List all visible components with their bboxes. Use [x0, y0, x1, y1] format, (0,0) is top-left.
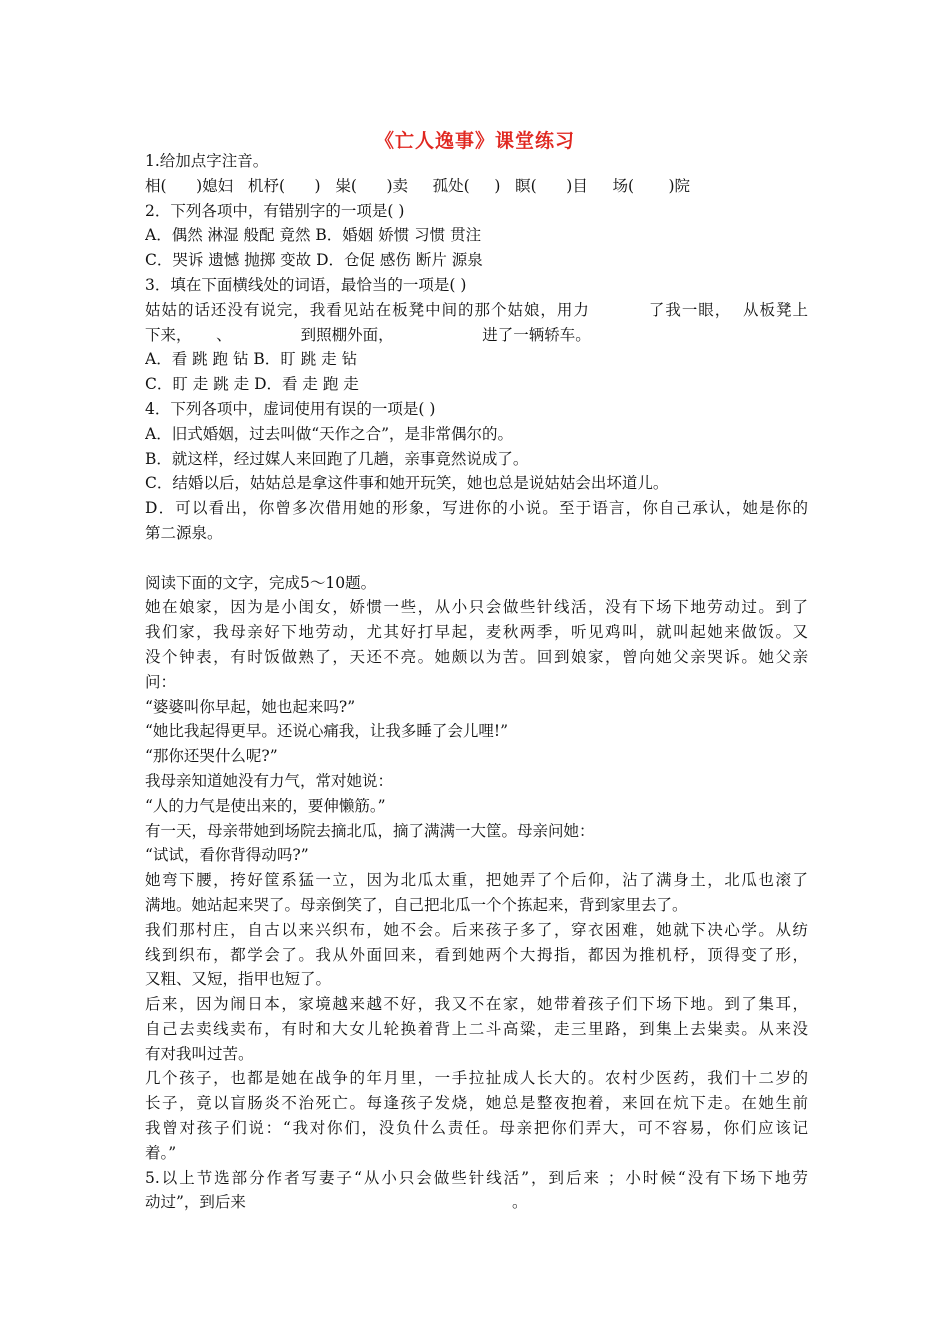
text-line: 她弯下腰，挎好筐系猛一立，因为北瓜太重，把她弄了个后仰，沾了满身土，北瓜也滚了 — [145, 871, 808, 890]
text-line: 4．下列各项中，虚词使用有误的一项是( ) — [145, 399, 436, 418]
text-line: 长子，竟以盲肠炎不治死亡。每逢孩子发烧，她总是整夜抱着，来回在炕下走。在她生前 — [145, 1094, 808, 1113]
text-line: 动过”，到后来 。 — [145, 1193, 528, 1212]
text-line: 姑姑的话还没有说完，我看见站在板凳中间的那个姑娘，用力 了我一眼， 从板凳上 — [145, 300, 808, 319]
text-line: 有一天，母亲带她到场院去摘北瓜，摘了满满一大筐。母亲问她： — [145, 821, 595, 840]
text-line: 相( )媳妇 机杼( ) 粜( )卖 孤处( ) 瞑( )目 场( )院 — [145, 176, 691, 195]
text-line: “人的力气是使出来的，要伸懒筋。” — [145, 796, 386, 815]
text-line: 第二源泉。 — [145, 523, 223, 542]
text-line: B．就这样，经过媒人来回跑了几趟，亲事竟然说成了。 — [145, 449, 529, 468]
text-line: 我母亲知道她没有力气，常对她说： — [145, 771, 394, 790]
text-line: A．看 跳 跑 钻 B．盯 跳 走 钻 — [145, 350, 358, 369]
text-line: C．盯 走 跳 走 D．看 走 跑 走 — [145, 375, 359, 394]
text-line: A．偶然 淋湿 般配 竟然 B．婚姻 娇惯 习惯 贯注 — [145, 226, 482, 245]
text-line: A．旧式婚姻，过去叫做“天作之合”，是非常偶尔的。 — [145, 424, 514, 443]
text-line: 她在娘家，因为是小闺女，娇惯一些，从小只会做些针线活，没有下场下地劳动过。到了 — [145, 598, 808, 617]
text-line: 着。” — [145, 1143, 177, 1162]
text-line: D．可以看出，你曾多次借用她的形象，写进你的小说。至于语言，你自己承认，她是你的 — [145, 499, 808, 518]
text-line: “婆婆叫你早起，她也起来吗?” — [145, 697, 356, 716]
text-line: 满地。她站起来哭了。母亲倒笑了，自己把北瓜一个个拣起来，背到家里去了。 — [145, 895, 688, 914]
text-line: 自己去卖线卖布，有时和大女儿轮换着背上二斗高粱，走三里路，到集上去粜卖。从来没 — [145, 1019, 808, 1038]
document-body — [145, 149, 808, 1215]
text-line: C．哭诉 遗憾 抛掷 变故 D．仓促 感伤 断片 源泉 — [145, 251, 483, 270]
blank-line — [145, 546, 808, 571]
text-line: 我们那村庄，自古以来兴织布，她不会。后来孩子多了，穿衣困难，她就下决心学。从纺 — [145, 920, 808, 939]
text-line: “那你还哭什么呢?” — [145, 747, 278, 766]
text-line: “她比我起得更早。还说心痛我，让我多睡了会儿哩!” — [145, 722, 509, 741]
text-line: 线到织布，都学会了。我从外面回来，看到她两个大拇指，都因为推机杼，顶得变了形， — [145, 945, 808, 964]
page-title: 《亡人逸事》课堂练习 — [374, 130, 575, 152]
text-line: 5.以上节选部分作者写妻子“从小只会做些针线活”，到后来 ；小时候“没有下场下地劳 — [145, 1168, 808, 1187]
text-line: 2．下列各项中，有错别字的一项是( ) — [145, 201, 405, 220]
text-line: 阅读下面的文字，完成5～10题。 — [145, 573, 377, 592]
text-line: 又粗、又短，指甲也短了。 — [145, 970, 332, 989]
text-line: “试试，看你背得动吗?” — [145, 846, 309, 865]
text-line: 几个孩子，也都是她在战争的年月里，一手拉扯成人长大的。农村少医药，我们十二岁的 — [145, 1069, 808, 1088]
text-line: 我们家，我母亲好下地劳动，尤其好打早起，麦秋两季，听见鸡叫，就叫起她来做饭。又 — [145, 623, 808, 642]
text-line: 问： — [145, 672, 177, 691]
text-line: 1.给加点字注音。 — [145, 152, 269, 170]
text-line: 有对我叫过苦。 — [145, 1044, 254, 1063]
text-line: 3．填在下面横线处的词语，最恰当的一项是( ) — [145, 275, 467, 294]
text-line: 没个钟表，有时饭做熟了，天还不亮。她颇以为苦。回到娘家，曾向她父亲哭诉。她父亲 — [145, 647, 808, 666]
text-line: 后来，因为闹日本，家境越来越不好，我又不在家，她带着孩子们下场下地。到了集耳， — [145, 995, 808, 1014]
text-line: C．结婚以后，姑姑总是拿这件事和她开玩笑，她也总是说姑姑会出坏道儿。 — [145, 474, 669, 493]
text-line: 下来， 、 到照棚外面， 进了一辆轿车。 — [145, 325, 591, 344]
text-line: 我曾对孩子们说：“我对你们，没负什么责任。母亲把你们弄大，可不容易，你们应该记 — [145, 1119, 808, 1138]
